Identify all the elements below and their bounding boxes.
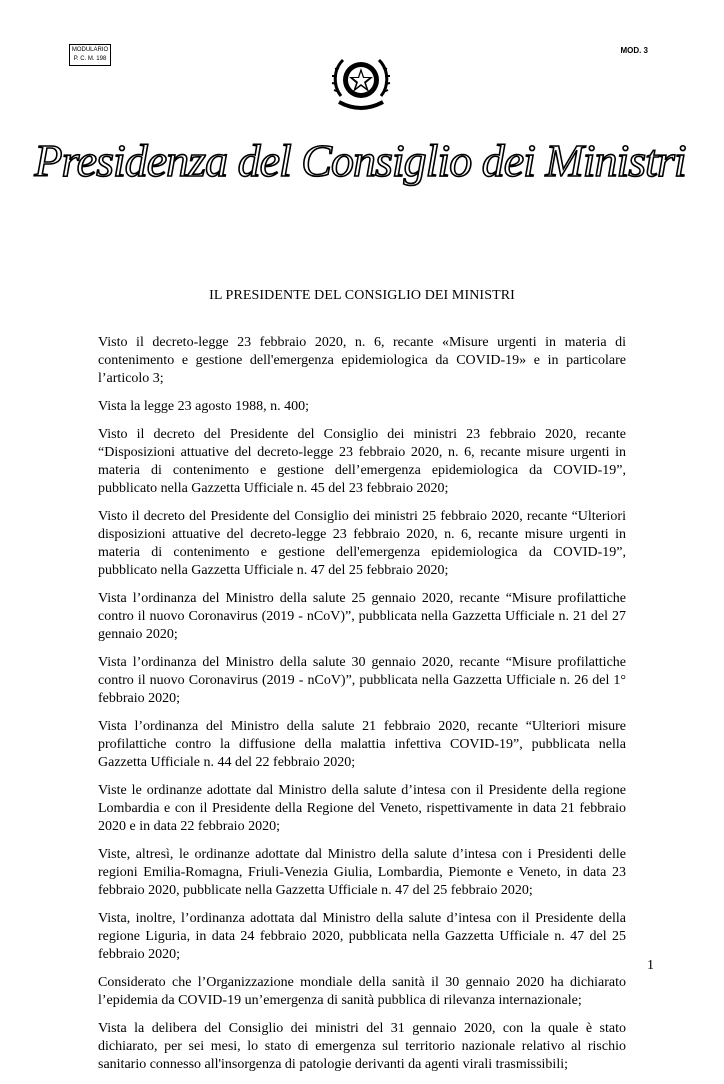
paragraph: Vista la legge 23 agosto 1988, n. 400; (98, 399, 310, 414)
paragraph: Vista, inoltre, l’ordinanza adottata dal Ministro della salute d’intesa con il Presidente della regione Liguria, in data 24 febbraio 2020, pubblicata nella Gazzetta Ufficiale n. 47 del 25 febbraio 2020; (98, 911, 626, 962)
paragraph: Viste le ordinanze adottate dal Ministro della salute d’intesa con il Presidente della regione Lombardia e con il Presidente della Regione del Veneto, rispettivamente in data 21 febbraio 2020 e in data 22 febbraio 2020; (98, 783, 626, 834)
paragraph: Considerato che l’Organizzazione mondiale della sanità il 30 gennaio 2020 ha dichiarato l’epidemia da COVID-19 un’emergenza di sanità pubblica di rilevanza internazionale; (98, 975, 626, 1008)
paragraph: Visto il decreto-legge 23 febbraio 2020, n. 6, recante «Misure urgenti in materia di contenimento e gestione dell'emergenza epidemiologica da COVID-19» e in particolare l’articolo 3; (98, 335, 626, 386)
paragraph: Vista l’ordinanza del Ministro della salute 25 gennaio 2020, recante “Misure profilattiche contro il nuovo Coronavirus (2019 - nCoV)”, pubblicata nella Gazzetta Ufficiale n. 21 del 27 gennaio 2020; (98, 591, 626, 642)
paragraph: Visto il decreto del Presidente del Consiglio dei ministri 25 febbraio 2020, recante “Ulteriori disposizioni attuative del decreto-legge 23 febbraio 2020, n. 6, recante misure urgenti in materia di contenimento e gestione dell'emergenza epidemiologica da COVID-19”, pubblicato nella Gazzetta Ufficiale n. 47 del 25 febbraio 2020; (98, 509, 626, 578)
paragraph: Viste, altresì, le ordinanze adottate dal Ministro della salute d’intesa con i Presidenti delle regioni Emilia-Romagna, Friuli-Venezia Giulia, Lombardia, Piemonte e Veneto, in data 23 febbraio 2020, pubblicate nella Gazzetta Ufficiale n. 47 del 25 febbraio 2020; (98, 847, 626, 898)
paragraph: Vista l’ordinanza del Ministro della salute 30 gennaio 2020, recante “Misure profilattiche contro il nuovo Coronavirus (2019 - nCoV)”, pubblicata nella Gazzetta Ufficiale n. 26 del 1° febbraio 2020; (98, 655, 626, 706)
modulario-stamp (69, 44, 111, 66)
paragraph: Vista la delibera del Consiglio dei ministri del 31 gennaio 2020, con la quale è stato dichiarato, per sei mesi, lo stato di emergenza sul territorio nazionale relativo al rischio sanitario connesso all'insorgenza di patologie derivanti da agenti virali trasmissibili; (98, 1021, 626, 1072)
document-title: IL PRESIDENTE DEL CONSIGLIO DEI MINISTRI (209, 288, 515, 303)
paragraph: Vista l’ordinanza del Ministro della salute 21 febbraio 2020, recante “Ulteriori misure profilattiche contro la diffusione della malattia infettiva COVID-19”, pubblicata nella Gazzetta Ufficiale n. 44 del 22 febbraio 2020; (98, 719, 626, 770)
italian-emblem-icon (331, 52, 391, 114)
stamp-line-2: P. C. M. 198 (73, 56, 107, 62)
stamp-line-1: MODULARIO (71, 47, 109, 53)
paragraph: Visto il decreto del Presidente del Consiglio dei ministri 23 febbraio 2020, recante “Disposizioni attuative del decreto-legge 23 febbraio 2020, n. 6, recante misure urgenti in materia di contenimento e gestione dell’emergenza epidemiologica da COVID-19”, pubblicato nella Gazzetta Ufficiale n. 45 del 23 febbraio 2020; (98, 427, 626, 496)
page-number: 1 (647, 958, 654, 973)
masthead-logo (34, 118, 686, 200)
document-body (98, 334, 626, 1084)
mod-label: MOD. 3 (620, 46, 648, 55)
svg-text:Presidenza del Consiglio dei M: Presidenza del Consiglio dei Ministri (34, 135, 686, 186)
